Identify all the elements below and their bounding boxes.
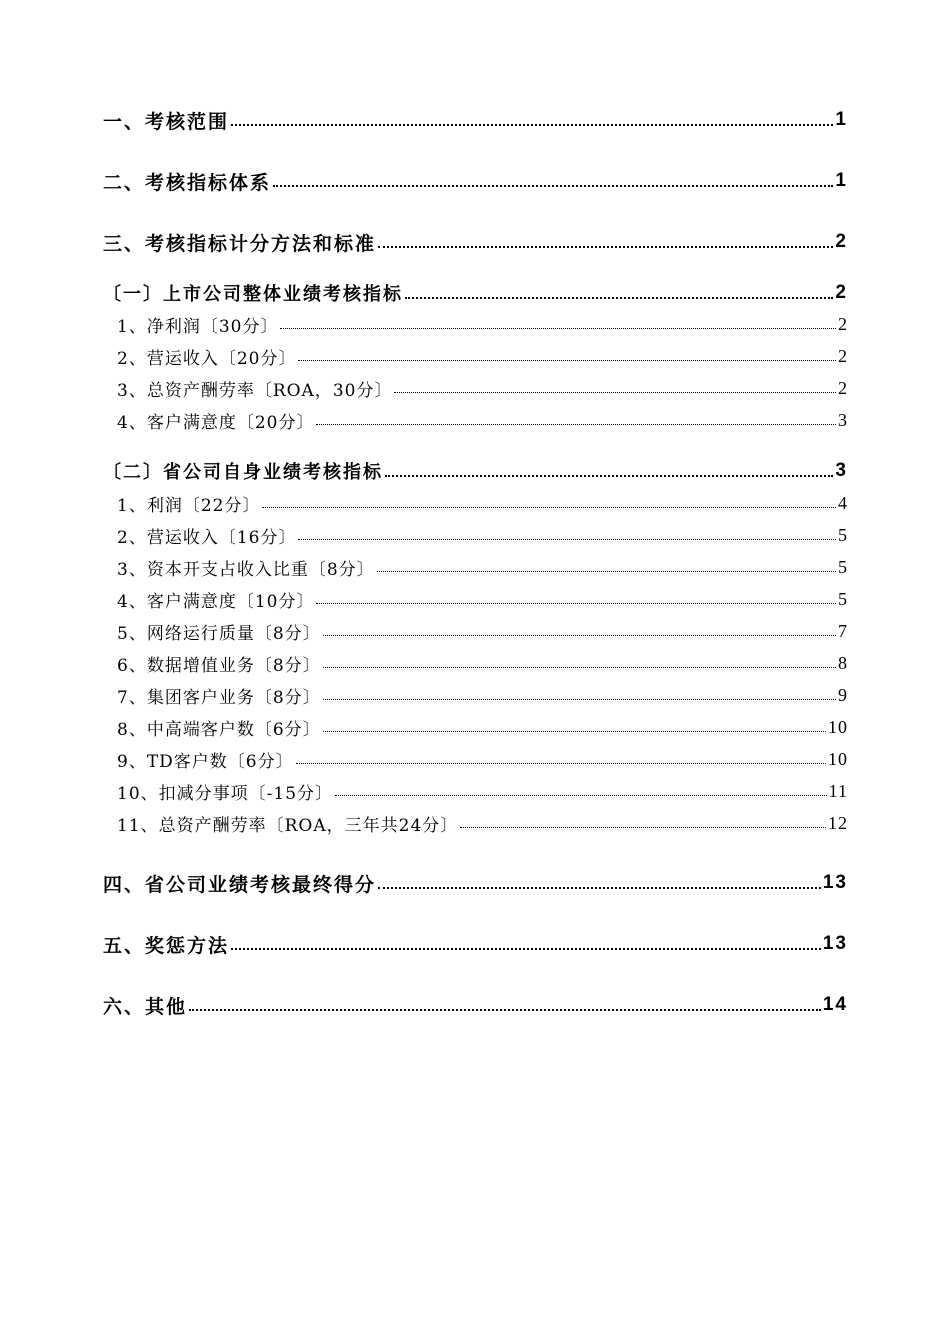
- dot-leader: [262, 506, 836, 508]
- toc-entry[interactable]: [0, 308, 848, 340]
- toc-entry[interactable]: [0, 487, 848, 519]
- dot-leader: [280, 327, 836, 329]
- dot-leader: [335, 794, 827, 796]
- toc-entry-page: 14: [822, 994, 848, 1015]
- dot-leader: [405, 296, 833, 299]
- dot-leader: [378, 245, 833, 248]
- dot-leader: [316, 423, 836, 425]
- toc-entry[interactable]: [0, 615, 848, 647]
- dot-leader: [273, 184, 833, 187]
- toc-entry-scoring-methods[interactable]: [0, 226, 848, 258]
- toc-entry-page: 7: [838, 620, 848, 641]
- toc-entry[interactable]: [0, 340, 848, 372]
- toc-entry-page: 3: [838, 409, 848, 430]
- toc-entry-label: 5、网络运行质量〔8分〕: [117, 623, 321, 644]
- toc-entry-page: 5: [838, 556, 848, 577]
- toc-entry-label: 9、TD客户数〔6分〕: [117, 751, 294, 772]
- toc-entry-label: 10、扣减分事项〔-15分〕: [117, 783, 334, 804]
- toc-entry-label: 11、总资产酬劳率〔ROA，三年共24分〕: [117, 815, 459, 836]
- dot-leader: [378, 886, 821, 889]
- toc-entry-label: 〔一〕上市公司整体业绩考核指标: [103, 284, 403, 305]
- toc-entry-rewards-penalties[interactable]: [0, 928, 848, 960]
- dot-leader: [231, 947, 821, 950]
- toc-entry-page: 4: [838, 492, 848, 513]
- toc-entry-provincial-company-indicators[interactable]: [0, 455, 848, 487]
- toc-entry[interactable]: [0, 647, 848, 679]
- toc-entry-label: 2、营运收入〔16分〕: [117, 527, 297, 548]
- toc-entry-page: 13: [822, 933, 848, 954]
- toc-entry-page: 11: [828, 780, 848, 801]
- toc-entry-page: 2: [835, 282, 848, 303]
- toc-entry-page: 10: [828, 716, 848, 737]
- toc-entry-indicator-system[interactable]: [0, 165, 848, 197]
- dot-leader: [296, 762, 826, 764]
- toc-entry-page: 3: [835, 460, 848, 481]
- toc-entry-label: 三、考核指标计分方法和标准: [103, 232, 377, 255]
- toc-entry-label: 四、省公司业绩考核最终得分: [103, 873, 377, 896]
- toc-entry-page: 10: [828, 748, 848, 769]
- toc-entry-label: 1、净利润〔30分〕: [117, 316, 279, 337]
- toc-entry-page: 8: [838, 652, 848, 673]
- toc-entry[interactable]: [0, 372, 848, 404]
- toc-entry-page: 9: [838, 684, 848, 705]
- toc-entry[interactable]: [0, 519, 848, 551]
- toc-entry-final-score[interactable]: [0, 867, 848, 899]
- toc-entry-label: 1、利润〔22分〕: [117, 495, 261, 516]
- toc-entry[interactable]: [0, 743, 848, 775]
- dot-leader: [460, 826, 826, 828]
- dot-leader: [377, 570, 836, 572]
- toc-entry-label: 4、客户满意度〔10分〕: [117, 591, 315, 612]
- dot-leader: [323, 698, 836, 700]
- toc-entry-page: 5: [838, 588, 848, 609]
- toc-entry-page: 2: [838, 377, 848, 398]
- toc-entry[interactable]: [0, 679, 848, 711]
- dot-leader: [385, 474, 833, 477]
- dot-leader: [298, 538, 836, 540]
- dot-leader: [323, 730, 826, 732]
- toc-entry-label: 8、中高端客户数〔6分〕: [117, 719, 321, 740]
- toc-entry-page: 2: [838, 313, 848, 334]
- dot-leader: [231, 123, 833, 126]
- toc-entry-label: 2、营运收入〔20分〕: [117, 348, 297, 369]
- toc-entry-label: 3、资本开支占收入比重〔8分〕: [117, 559, 375, 580]
- dot-leader: [298, 359, 836, 361]
- toc-entry-label: 7、集团客户业务〔8分〕: [117, 687, 321, 708]
- toc-entry[interactable]: [0, 404, 848, 436]
- toc-entry-label: 五、奖惩方法: [103, 934, 230, 957]
- toc-entry-label: 6、数据增值业务〔8分〕: [117, 655, 321, 676]
- toc-entry-page: 5: [838, 524, 848, 545]
- toc-entry[interactable]: [0, 775, 848, 807]
- toc-entry-label: 4、客户满意度〔20分〕: [117, 412, 315, 433]
- dot-leader: [323, 634, 836, 636]
- toc-entry-label: 一、考核范围: [103, 110, 230, 133]
- toc-entry-label: 二、考核指标体系: [103, 171, 272, 194]
- dot-leader: [189, 1008, 821, 1011]
- toc-entry-page: 2: [838, 345, 848, 366]
- toc-entry-label: 六、其他: [103, 995, 188, 1018]
- toc-entry[interactable]: [0, 583, 848, 615]
- toc-entry-page: 1: [835, 109, 848, 130]
- toc-entry-page: 1: [835, 170, 848, 191]
- toc-entry[interactable]: [0, 807, 848, 839]
- toc-entry-assessment-scope[interactable]: [0, 104, 848, 136]
- toc-entry[interactable]: [0, 711, 848, 743]
- dot-leader: [394, 391, 836, 393]
- toc-entry[interactable]: [0, 551, 848, 583]
- toc-entry-page: 12: [828, 812, 848, 833]
- toc-entry-page: 2: [835, 231, 848, 252]
- toc-entry-other[interactable]: [0, 989, 848, 1021]
- toc-entry-listed-company-indicators[interactable]: [0, 277, 848, 309]
- toc-entry-page: 13: [822, 872, 848, 893]
- dot-leader: [316, 602, 836, 604]
- toc-entry-label: 〔二〕省公司自身业绩考核指标: [103, 462, 383, 483]
- toc-entry-label: 3、总资产酬劳率〔ROA，30分〕: [117, 380, 393, 401]
- dot-leader: [323, 666, 836, 668]
